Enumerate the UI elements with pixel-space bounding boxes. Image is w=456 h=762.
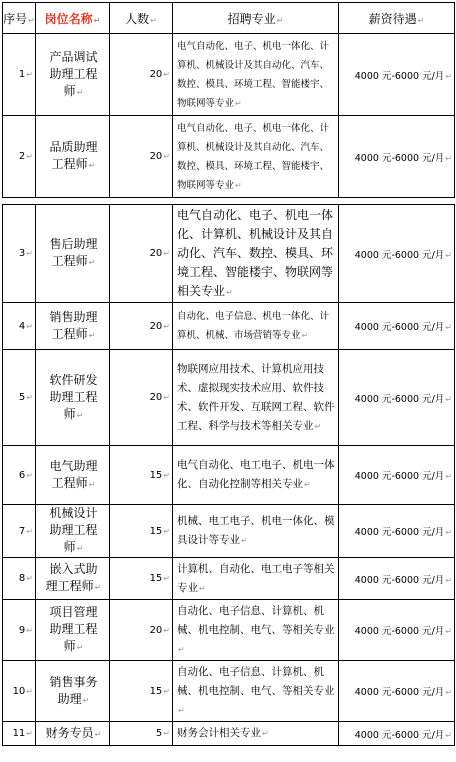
row-position: 机械设计助理工程师↵ bbox=[36, 505, 110, 558]
row-count: 15↵ bbox=[110, 446, 173, 505]
row-salary: 4000 元-6000 元/月↵ bbox=[339, 34, 455, 116]
header-index-text: 序号 bbox=[3, 11, 28, 26]
row-salary: 4000 元-6000 元/月↵ bbox=[339, 205, 455, 303]
header-count bbox=[110, 3, 173, 34]
row-salary: 4000 元-6000 元/月↵ bbox=[339, 558, 455, 600]
paragraph-mark-icon: ↵ bbox=[93, 15, 101, 25]
row-count: 15↵ bbox=[110, 558, 173, 600]
row-major: 财务会计相关专业↵ bbox=[173, 722, 339, 746]
row-position: 销售助理工程师↵ bbox=[36, 303, 110, 350]
row-index: 5↵ bbox=[3, 350, 36, 446]
row-position: 售后助理工程师↵ bbox=[36, 205, 110, 303]
row-count: 20↵ bbox=[110, 600, 173, 661]
row-index: 6↵ bbox=[3, 446, 36, 505]
table-header-row bbox=[3, 3, 455, 34]
header-position-text: 岗位名称 bbox=[44, 11, 93, 26]
row-count: 20↵ bbox=[110, 116, 173, 198]
row-count: 5↵ bbox=[110, 722, 173, 746]
row-index: 11↵ bbox=[3, 722, 36, 746]
table-row bbox=[3, 116, 455, 198]
table-row bbox=[3, 205, 455, 303]
row-position: 电气助理工程师↵ bbox=[36, 446, 110, 505]
table-row bbox=[3, 34, 455, 116]
row-salary: 4000 元-6000 元/月↵ bbox=[339, 600, 455, 661]
row-major: 电气自动化、电工电子、机电一体化、自动化控制等相关专业↵ bbox=[173, 446, 339, 505]
row-salary: 4000 元-6000 元/月↵ bbox=[339, 661, 455, 722]
row-salary: 4000 元-6000 元/月↵ bbox=[339, 446, 455, 505]
row-major: 自动化、电子信息、计算机、机械、机电控制、电气、等相关专业↵ bbox=[173, 600, 339, 661]
row-position: 财务专员↵ bbox=[36, 722, 110, 746]
row-index: 8↵ bbox=[3, 558, 36, 600]
header-count-text: 人数 bbox=[125, 11, 150, 26]
recruitment-table-container bbox=[2, 2, 454, 746]
paragraph-mark-icon: ↵ bbox=[276, 15, 284, 25]
table-row bbox=[3, 505, 455, 558]
table-row bbox=[3, 661, 455, 722]
header-salary bbox=[339, 3, 455, 34]
row-salary: 4000 元-6000 元/月↵ bbox=[339, 722, 455, 746]
row-major: 电气自动化、电子、机电一体化、计算机、机械设计及其自动化、汽车、数控、模具、环境工程、智能楼宇、物联网等相关专业↵ bbox=[173, 205, 339, 303]
header-index bbox=[3, 3, 36, 34]
row-salary: 4000 元-6000 元/月↵ bbox=[339, 116, 455, 198]
row-major: 自动化、电子信息、计算机、机械、机电控制、电气、等相关专业↵ bbox=[173, 661, 339, 722]
row-count: 20↵ bbox=[110, 34, 173, 116]
header-position bbox=[36, 3, 110, 34]
row-index: 7↵ bbox=[3, 505, 36, 558]
row-position: 品质助理工程师↵ bbox=[36, 116, 110, 198]
row-salary: 4000 元-6000 元/月↵ bbox=[339, 303, 455, 350]
table-row bbox=[3, 600, 455, 661]
table-row bbox=[3, 350, 455, 446]
row-index: 2↵ bbox=[3, 116, 36, 198]
row-index: 1↵ bbox=[3, 34, 36, 116]
row-salary: 4000 元-6000 元/月↵ bbox=[339, 505, 455, 558]
header-major bbox=[173, 3, 339, 34]
table-row bbox=[3, 303, 455, 350]
table-row bbox=[3, 558, 455, 600]
row-major: 计算机、自动化、电工电子等相关专业↵ bbox=[173, 558, 339, 600]
row-position: 嵌入式助理工程师↵ bbox=[36, 558, 110, 600]
row-major: 电气自动化、电子、机电一体化、计算机、机械设计及其自动化、汽车、数控、模具、环境工程、智能楼宇、物联网等专业↵ bbox=[173, 116, 339, 198]
row-major: 自动化、电子信息、机电一体化、计算机、机械、市场营销等专业↵ bbox=[173, 303, 339, 350]
row-count: 20↵ bbox=[110, 303, 173, 350]
paragraph-mark-icon: ↵ bbox=[28, 15, 35, 25]
row-position: 销售事务助理↵ bbox=[36, 661, 110, 722]
row-index: 9↵ bbox=[3, 600, 36, 661]
row-position: 软件研发助理工程师↵ bbox=[36, 350, 110, 446]
row-position: 产品调试助理工程师↵ bbox=[36, 34, 110, 116]
row-index: 10↵ bbox=[3, 661, 36, 722]
row-position: 项目管理助理工程师↵ bbox=[36, 600, 110, 661]
row-major: 机械、电工电子、机电一体化、模具设计等专业↵ bbox=[173, 505, 339, 558]
row-count: 20↵ bbox=[110, 350, 173, 446]
paragraph-mark-icon: ↵ bbox=[150, 15, 157, 25]
row-index: 3↵ bbox=[3, 205, 36, 303]
page-break-gap bbox=[3, 198, 455, 205]
row-major: 电气自动化、电子、机电一体化、计算机、机械设计及其自动化、汽车、数控、模具、环境工程、智能楼宇、物联网等专业↵ bbox=[173, 34, 339, 116]
header-major-text: 招聘专业 bbox=[227, 11, 276, 26]
row-count: 15↵ bbox=[110, 661, 173, 722]
row-count: 20↵ bbox=[110, 205, 173, 303]
paragraph-mark-icon: ↵ bbox=[417, 15, 425, 25]
recruitment-table bbox=[2, 2, 455, 746]
table-row bbox=[3, 446, 455, 505]
row-count: 15↵ bbox=[110, 505, 173, 558]
row-major: 物联网应用技术、计算机应用技术、虚拟现实技术应用、软件技术、软件开发、互联网工程、软件工程、科学与技术等相关专业↵ bbox=[173, 350, 339, 446]
table-row bbox=[3, 722, 455, 746]
header-salary-text: 薪资待遇 bbox=[368, 11, 417, 26]
row-index: 4↵ bbox=[3, 303, 36, 350]
row-salary: 4000 元-6000 元/月↵ bbox=[339, 350, 455, 446]
